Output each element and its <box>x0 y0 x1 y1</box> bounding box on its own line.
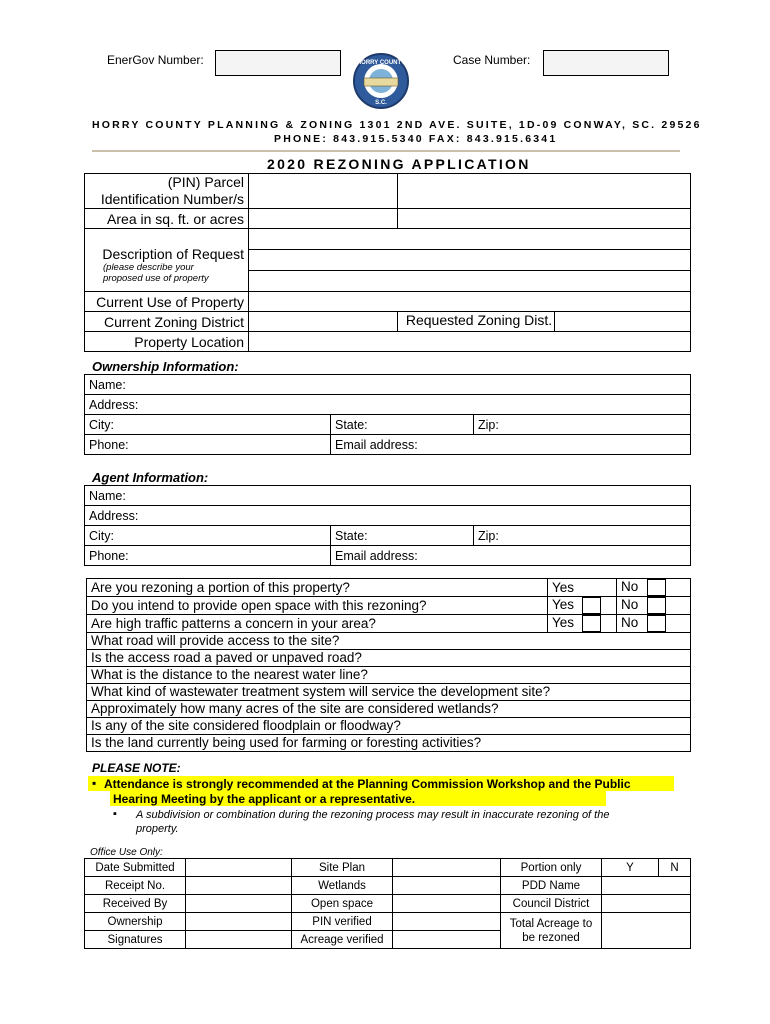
pin-field-2[interactable] <box>398 174 691 209</box>
county-address: HORRY COUNTY PLANNING & ZONING 1301 2ND AVE. SUITE, 1D-09 CONWAY, SC. 29526 <box>92 119 702 131</box>
agent-heading: Agent Information: <box>92 470 209 485</box>
q3-yes-checkbox[interactable] <box>582 615 601 632</box>
current-use-field[interactable] <box>249 292 691 312</box>
office-received-field[interactable] <box>186 895 292 913</box>
case-number-label: Case Number: <box>453 53 531 67</box>
requested-zoning-label: Requested Zoning Dist. <box>398 312 555 331</box>
office-ownership-field[interactable] <box>186 913 292 931</box>
office-date-submitted: Date Submitted <box>85 859 186 877</box>
pin-label: (PIN) Parcel Identification Number/s <box>85 174 249 209</box>
property-location-field[interactable] <box>249 332 691 352</box>
q2-yes[interactable]: Yes <box>548 597 617 615</box>
q1-no-checkbox[interactable] <box>647 579 666 596</box>
agent-city-field[interactable]: City: <box>85 526 331 546</box>
question-6[interactable]: What is the distance to the nearest water line? <box>87 667 691 684</box>
office-site-plan: Site Plan <box>292 859 393 877</box>
note-subdivision-line1: A subdivision or combination during the rezoning process may result in inaccurate rezoning of the <box>136 809 610 821</box>
energov-number-input[interactable] <box>215 50 341 76</box>
request-table <box>84 173 691 352</box>
area-field-1[interactable] <box>249 209 398 229</box>
bullet-icon: ▪ <box>92 776 97 790</box>
note-attendance-line2: Hearing Meeting by the applicant or a representative. <box>113 792 416 806</box>
owner-address-field[interactable]: Address: <box>85 395 691 415</box>
question-8[interactable]: Approximately how many acres of the site are considered wetlands? <box>87 701 691 718</box>
area-field-2[interactable] <box>398 209 691 229</box>
office-open-space: Open space <box>292 895 393 913</box>
office-pdd-name: PDD Name <box>501 877 602 895</box>
q3-no[interactable]: No <box>617 615 691 633</box>
office-ownership: Ownership <box>85 913 186 931</box>
owner-state-field[interactable]: State: <box>331 415 474 435</box>
questions-table <box>86 578 691 752</box>
q3-no-checkbox[interactable] <box>647 615 666 632</box>
county-seal-logo <box>350 52 412 110</box>
question-4[interactable]: What road will provide access to the site? <box>87 633 691 650</box>
description-field-3[interactable] <box>249 271 691 292</box>
county-phone-fax: PHONE: 843.915.5340 FAX: 843.915.6341 <box>274 133 558 145</box>
office-receipt-field[interactable] <box>186 877 292 895</box>
q2-yes-checkbox[interactable] <box>582 597 601 614</box>
pin-field-1[interactable] <box>249 174 398 209</box>
owner-email-field[interactable]: Email address: <box>331 435 691 455</box>
description-label: Description of Request (please describe your proposed use of property <box>85 229 249 292</box>
owner-zip-field[interactable]: Zip: <box>474 415 691 435</box>
requested-zoning-cell <box>398 312 691 332</box>
agent-name-field[interactable]: Name: <box>85 486 691 506</box>
owner-city-field[interactable]: City: <box>85 415 331 435</box>
question-5[interactable]: Is the access road a paved or unpaved road? <box>87 650 691 667</box>
owner-name-field[interactable]: Name: <box>85 375 691 395</box>
office-open-space-field[interactable] <box>393 895 501 913</box>
office-acreage-field[interactable] <box>393 931 501 949</box>
area-label: Area in sq. ft. or acres <box>85 209 249 229</box>
office-pin-verified: PIN verified <box>292 913 393 931</box>
office-pin-field[interactable] <box>393 913 501 931</box>
office-signatures-field[interactable] <box>186 931 292 949</box>
q2-no-checkbox[interactable] <box>647 597 666 614</box>
agent-email-field[interactable]: Email address: <box>331 546 691 566</box>
office-signatures: Signatures <box>85 931 186 949</box>
office-total-acreage-field[interactable] <box>602 913 691 949</box>
bullet-icon-2: ▪ <box>113 808 117 820</box>
office-council-district: Council District <box>501 895 602 913</box>
current-zoning-label: Current Zoning District <box>85 312 249 332</box>
ownership-heading: Ownership Information: <box>92 359 239 374</box>
question-3: Are high traffic patterns a concern in your area? <box>87 615 548 633</box>
office-n[interactable]: N <box>659 859 691 877</box>
office-use-table <box>84 858 691 949</box>
owner-phone-field[interactable]: Phone: <box>85 435 331 455</box>
office-receipt-no: Receipt No. <box>85 877 186 895</box>
svg-text:HORRY COUNTY: HORRY COUNTY <box>356 60 406 66</box>
office-received-by: Received By <box>85 895 186 913</box>
energov-label: EnerGov Number: <box>107 53 204 67</box>
form-title: 2020 REZONING APPLICATION <box>267 156 531 172</box>
office-pdd-field[interactable] <box>602 877 691 895</box>
question-10[interactable]: Is the land currently being used for farming or foresting activities? <box>87 735 691 752</box>
current-use-label: Current Use of Property <box>85 292 249 312</box>
case-number-input[interactable] <box>543 50 669 76</box>
office-site-plan-field[interactable] <box>393 859 501 877</box>
office-use-heading: Office Use Only: <box>90 847 163 858</box>
question-1: Are you rezoning a portion of this property? <box>87 579 548 597</box>
please-note-heading: PLEASE NOTE: <box>92 761 181 775</box>
office-wetlands: Wetlands <box>292 877 393 895</box>
office-total-acreage: Total Acreage to be rezoned <box>501 913 602 949</box>
q2-no[interactable]: No <box>617 597 691 615</box>
agent-phone-field[interactable]: Phone: <box>85 546 331 566</box>
agent-state-field[interactable]: State: <box>331 526 474 546</box>
office-council-field[interactable] <box>602 895 691 913</box>
q1-yes[interactable]: Yes <box>548 579 617 597</box>
agent-address-field[interactable]: Address: <box>85 506 691 526</box>
office-date-field[interactable] <box>186 859 292 877</box>
agent-zip-field[interactable]: Zip: <box>474 526 691 546</box>
q1-no[interactable]: No <box>617 579 691 597</box>
ownership-table <box>84 374 691 455</box>
note-attendance-line1: Attendance is strongly recommended at the Planning Commission Workshop and the Public <box>104 777 631 791</box>
current-zoning-field[interactable] <box>249 312 398 332</box>
question-2: Do you intend to provide open space with this rezoning? <box>87 597 548 615</box>
office-y[interactable]: Y <box>602 859 659 877</box>
header-rule <box>92 150 680 152</box>
requested-zoning-field[interactable] <box>555 312 690 331</box>
property-location-label: Property Location <box>85 332 249 352</box>
description-field-1[interactable] <box>249 229 691 250</box>
description-field-2[interactable] <box>249 250 691 271</box>
note-subdivision-line2: property. <box>136 823 179 835</box>
office-acreage-verified: Acreage verified <box>292 931 393 949</box>
svg-text:S.C.: S.C. <box>375 100 387 106</box>
office-wetlands-field[interactable] <box>393 877 501 895</box>
question-7[interactable]: What kind of wastewater treatment system will service the development site? <box>87 684 691 701</box>
office-portion-only: Portion only <box>501 859 602 877</box>
question-9[interactable]: Is any of the site considered floodplain or floodway? <box>87 718 691 735</box>
q3-yes[interactable]: Yes <box>548 615 617 633</box>
agent-table <box>84 485 691 566</box>
